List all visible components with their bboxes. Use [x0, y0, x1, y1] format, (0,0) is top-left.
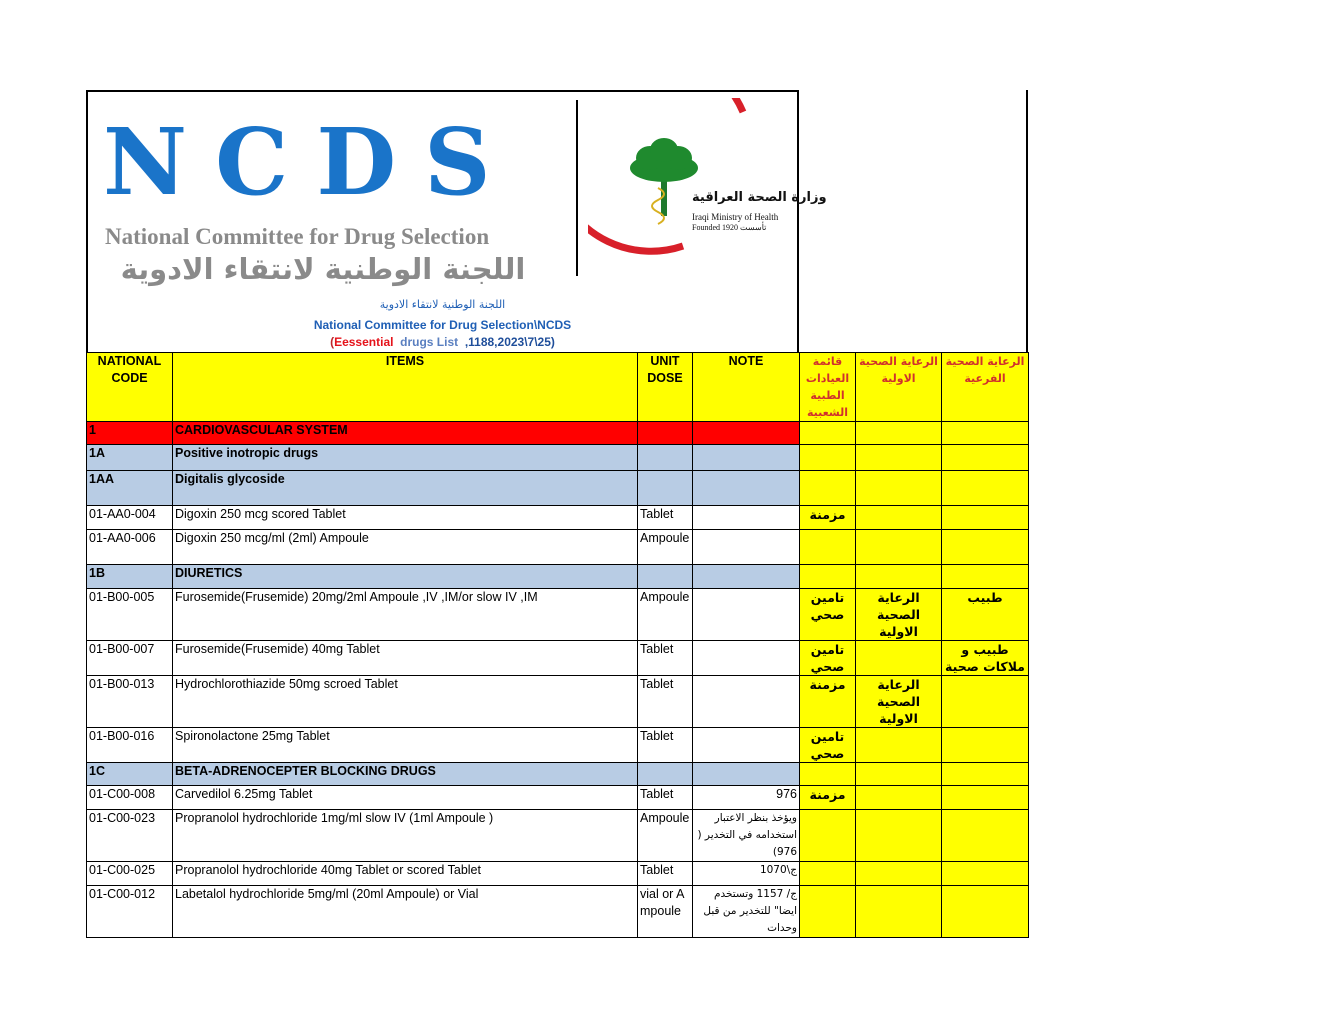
national-code-cell: 01-C00-023 [87, 810, 173, 862]
note-cell [693, 589, 800, 641]
table-row [87, 641, 1029, 676]
phc-cell [856, 763, 942, 786]
item-cell: Labetalol hydrochloride 5mg/ml (20ml Ampoule) or Vial [173, 886, 638, 938]
note-cell [693, 530, 800, 565]
phc-cell [856, 565, 942, 589]
item-cell: Hydrochlorothiazide 50mg scroed Tablet [173, 676, 638, 728]
branch-cell [942, 786, 1029, 810]
table-row [87, 786, 1029, 810]
table-row [87, 728, 1029, 763]
table-row [87, 763, 1029, 786]
unit-cell: Tablet [638, 786, 693, 810]
national-code-cell: 01-B00-013 [87, 676, 173, 728]
national-code-cell: 01-AA0-006 [87, 530, 173, 565]
branch-cell [942, 445, 1029, 471]
national-code-cell: 01-C00-008 [87, 786, 173, 810]
ncds-logo-english: National Committee for Drug Selection [105, 224, 490, 249]
ncds-logo [103, 108, 573, 286]
col-header-national-code: NATIONAL CODE [87, 353, 173, 422]
phc-cell [856, 422, 942, 445]
item-cell: DIURETICS [173, 565, 638, 589]
item-cell: Positive inotropic drugs [173, 445, 638, 471]
ministry-founded: Founded 1920 تأسست [692, 223, 767, 232]
branch-cell [942, 810, 1029, 862]
caption-list-ref [88, 335, 797, 349]
phc-cell [856, 862, 942, 886]
unit-cell: Ampoule [638, 810, 693, 862]
national-code-cell: 01-B00-016 [87, 728, 173, 763]
clinics-cell [800, 445, 856, 471]
phc-cell [856, 728, 942, 763]
clinics-cell [800, 471, 856, 506]
unit-cell [638, 565, 693, 589]
caption-essential: Eessential [334, 335, 394, 349]
phc-cell: الرعاية الصحية الاولية [856, 589, 942, 641]
branch-cell: طبيب [942, 589, 1029, 641]
col-header-phc: الرعاية الصحية الاولية [856, 353, 942, 422]
branch-cell [942, 862, 1029, 886]
table-row [87, 810, 1029, 862]
clinics-cell: تامين صحي [800, 728, 856, 763]
note-cell: ويؤخذ بنظر الاعتبار استخدامه في التخدير ( 976) [693, 810, 800, 862]
clinics-cell [800, 862, 856, 886]
branch-cell [942, 565, 1029, 589]
note-cell [693, 506, 800, 530]
branch-cell [942, 728, 1029, 763]
clinics-cell: تامين صحي [800, 641, 856, 676]
national-code-cell: 01-B00-007 [87, 641, 173, 676]
clinics-cell [800, 530, 856, 565]
unit-cell: Ampoule [638, 530, 693, 565]
item-cell: Propranolol hydrochloride 1mg/ml slow IV (1ml Ampoule ) [173, 810, 638, 862]
branch-cell [942, 422, 1029, 445]
phc-cell [856, 641, 942, 676]
item-cell: Digoxin 250 mcg/ml (2ml) Ampoule [173, 530, 638, 565]
caption-open: ( [330, 335, 335, 349]
branch-cell [942, 763, 1029, 786]
ncds-logo-arabic: اللجنة الوطنية لانتقاء الادوية [120, 252, 526, 286]
unit-cell: Tablet [638, 641, 693, 676]
item-cell: Spironolactone 25mg Tablet [173, 728, 638, 763]
item-cell: Furosemide(Frusemide) 40mg Tablet [173, 641, 638, 676]
unit-cell [638, 471, 693, 506]
ncds-logo-letters: NCDS [103, 108, 519, 216]
item-cell: CARDIOVASCULAR SYSTEM [173, 422, 638, 445]
table-row [87, 862, 1029, 886]
unit-cell [638, 422, 693, 445]
col-header-clinics: قائمة العيادات الطبية الشعبية [800, 353, 856, 422]
note-cell: ج/ 1157 وتستخدم ايضا" للتخدير من قبل وحدات [693, 886, 800, 938]
unit-cell [638, 445, 693, 471]
branch-cell [942, 886, 1029, 938]
item-cell: Digitalis glycoside [173, 471, 638, 506]
phc-cell [856, 786, 942, 810]
note-cell [693, 471, 800, 506]
unit-cell: Tablet [638, 506, 693, 530]
national-code-cell: 1AA [87, 471, 173, 506]
col-header-unit-dose: UNIT DOSE [638, 353, 693, 422]
clinics-cell [800, 810, 856, 862]
branch-cell [942, 471, 1029, 506]
table-header-row [87, 353, 1029, 422]
note-cell [693, 565, 800, 589]
table-row [87, 530, 1029, 565]
table-row [87, 471, 1029, 506]
note-cell [693, 763, 800, 786]
header-box [86, 90, 827, 352]
phc-cell [856, 445, 942, 471]
ministry-name-english: Iraqi Ministry of Health [692, 212, 779, 222]
col-header-note: NOTE [693, 353, 800, 422]
national-code-cell: 01-C00-012 [87, 886, 173, 938]
unit-cell: Tablet [638, 862, 693, 886]
clinics-cell [800, 422, 856, 445]
phc-cell: الرعاية الصحية الاولية [856, 676, 942, 728]
note-cell: ج\1070 [693, 862, 800, 886]
clinics-cell [800, 763, 856, 786]
clinics-cell [800, 886, 856, 938]
table-row [87, 422, 1029, 445]
phc-cell [856, 471, 942, 506]
ministry-name-arabic: وزارة الصحة العراقية [692, 190, 827, 205]
table-row [87, 886, 1029, 938]
note-cell [693, 728, 800, 763]
phc-cell [856, 506, 942, 530]
unit-cell: Ampoule [638, 589, 693, 641]
col-header-branch: الرعاية الصحية الفرعية [942, 353, 1029, 422]
item-cell: Digoxin 250 mcg scored Tablet [173, 506, 638, 530]
phc-cell [856, 530, 942, 565]
note-cell [693, 641, 800, 676]
ministry-logo [588, 98, 827, 258]
national-code-cell: 1C [87, 763, 173, 786]
item-cell: Furosemide(Frusemide) 20mg/2ml Ampoule ,IV ,IM/or slow IV ,IM [173, 589, 638, 641]
national-code-cell: 01-AA0-004 [87, 506, 173, 530]
phc-cell [856, 810, 942, 862]
clinics-cell: تامين صحي [800, 589, 856, 641]
unit-cell [638, 763, 693, 786]
table-row [87, 676, 1029, 728]
clinics-cell: مزمنة [800, 786, 856, 810]
national-code-cell: 1 [87, 422, 173, 445]
logo-divider [576, 100, 578, 276]
caption-arabic: اللجنة الوطنية لانتقاء الادوية [379, 298, 506, 311]
phc-cell [856, 886, 942, 938]
clinics-cell: مزمنة [800, 676, 856, 728]
branch-cell: طبيب و ملاكات صحية [942, 641, 1029, 676]
ministry-emblem-icon [588, 98, 798, 258]
table-row [87, 589, 1029, 641]
right-border-line [1026, 90, 1028, 352]
note-cell: 976 [693, 786, 800, 810]
branch-cell [942, 530, 1029, 565]
clinics-cell: مزمنة [800, 506, 856, 530]
branch-cell [942, 506, 1029, 530]
item-cell: Carvedilol 6.25mg Tablet [173, 786, 638, 810]
branch-cell [942, 676, 1029, 728]
drug-list-table [86, 352, 1029, 938]
item-cell: BETA-ADRENOCEPTER BLOCKING DRUGS [173, 763, 638, 786]
unit-cell: Tablet [638, 676, 693, 728]
national-code-cell: 1B [87, 565, 173, 589]
item-cell: Propranolol hydrochloride 40mg Tablet or scored Tablet [173, 862, 638, 886]
note-cell [693, 445, 800, 471]
caption-english: National Committee for Drug Selection\NCDS [313, 318, 572, 332]
col-header-items: ITEMS [173, 353, 638, 422]
national-code-cell: 1A [87, 445, 173, 471]
table-row [87, 445, 1029, 471]
table-row [87, 506, 1029, 530]
note-cell [693, 422, 800, 445]
clinics-cell [800, 565, 856, 589]
table-row [87, 565, 1029, 589]
note-cell [693, 676, 800, 728]
national-code-cell: 01-B00-005 [87, 589, 173, 641]
caption-drugs-list: drugs List [400, 335, 459, 349]
caption-reference: ,1188,2023\7\25) [464, 335, 555, 349]
national-code-cell: 01-C00-025 [87, 862, 173, 886]
unit-cell: vial or Ampoule [638, 886, 693, 938]
unit-cell: Tablet [638, 728, 693, 763]
